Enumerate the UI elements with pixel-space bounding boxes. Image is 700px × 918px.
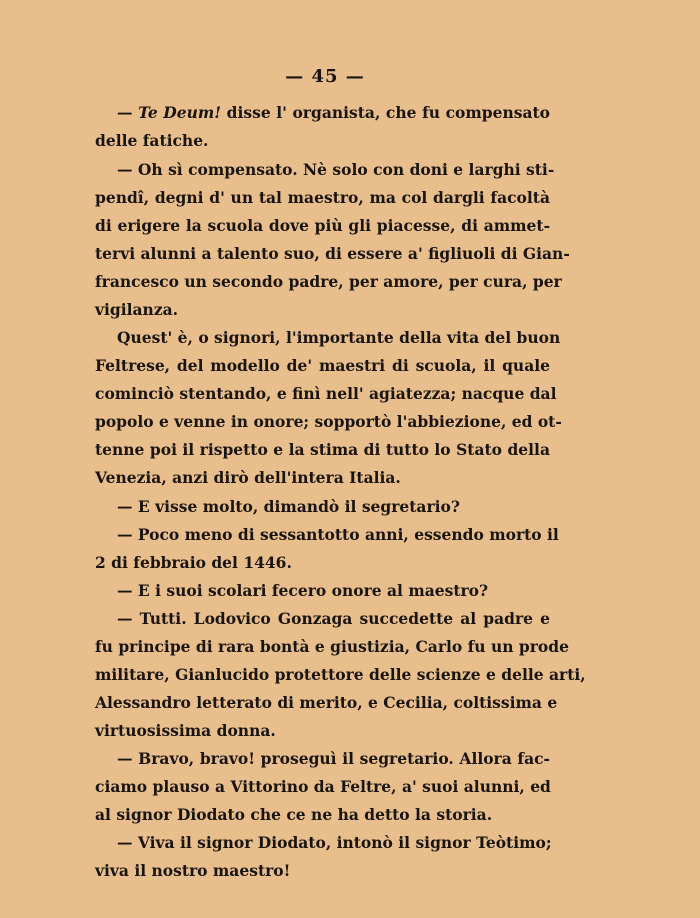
italic-phrase: Te Deum! (138, 103, 222, 122)
text-line: ciamo plauso a Vittorino da Feltre, a' suoi alunni, ed (95, 777, 551, 796)
text-line: — Poco meno di sessantotto anni, essendo morto il (117, 525, 559, 544)
text-line: viva il nostro maestro! (95, 861, 291, 880)
text-line: pendî, degni d' un tal maestro, ma col dargli facoltà (95, 188, 550, 207)
page-number: — 45 — (285, 66, 365, 87)
text-line: Feltrese, del modello de' maestri di scuola, il quale (95, 356, 550, 375)
text-line: delle fatiche. (95, 131, 209, 150)
text-line: — E visse molto, dimandò il segretario? (117, 497, 460, 516)
text-line: al signor Diodato che ce ne ha detto la storia. (95, 805, 493, 824)
text-line: — Oh sì compensato. Nè solo con doni e larghi sti- (117, 160, 555, 179)
text-line: tervi alunni a talento suo, di essere a' figliuoli di Gian- (95, 244, 570, 263)
text-line: — Tutti. Lodovico Gonzaga succedette al padre e (117, 609, 550, 628)
text-line: — Bravo, bravo! proseguì il segretario. Allora fac- (117, 749, 550, 768)
text-line: — Te Deum! disse l' organista, che fu compensato (117, 103, 550, 122)
text-line: vigilanza. (95, 300, 179, 319)
text-line: tenne poi il rispetto e la stima di tutto lo Stato della (95, 440, 550, 459)
text-line: di erigere la scuola dove più gli piacesse, di ammet- (95, 216, 550, 235)
text-line: — Viva il signor Diodato, intonò il signor Teòtimo; (117, 833, 552, 852)
text-line: militare, Gianlucido protettore delle scienze e delle arti, (95, 665, 586, 684)
text-line: Venezia, anzi dirò dell'intera Italia. (95, 468, 401, 487)
text-line: fu principe di rara bontà e giustizia, Carlo fu un prode (95, 637, 569, 656)
text-line: popolo e venne in onore; sopportò l'abbiezione, ed ot- (95, 412, 562, 431)
text-line: francesco un secondo padre, per amore, per cura, per (95, 272, 562, 291)
text-line: 2 di febbraio del 1446. (95, 553, 292, 572)
text-line: Alessandro letterato di merito, e Cecilia, coltissima e (95, 693, 558, 712)
text-line: cominciò stentando, e finì nell' agiatezza; nacque dal (95, 384, 557, 403)
text-line: Quest' è, o signori, l'importante della vita del buon (117, 328, 561, 347)
text-line: — E i suoi scolari fecero onore al maestro? (117, 581, 489, 600)
text-line: virtuosissima donna. (95, 721, 276, 740)
